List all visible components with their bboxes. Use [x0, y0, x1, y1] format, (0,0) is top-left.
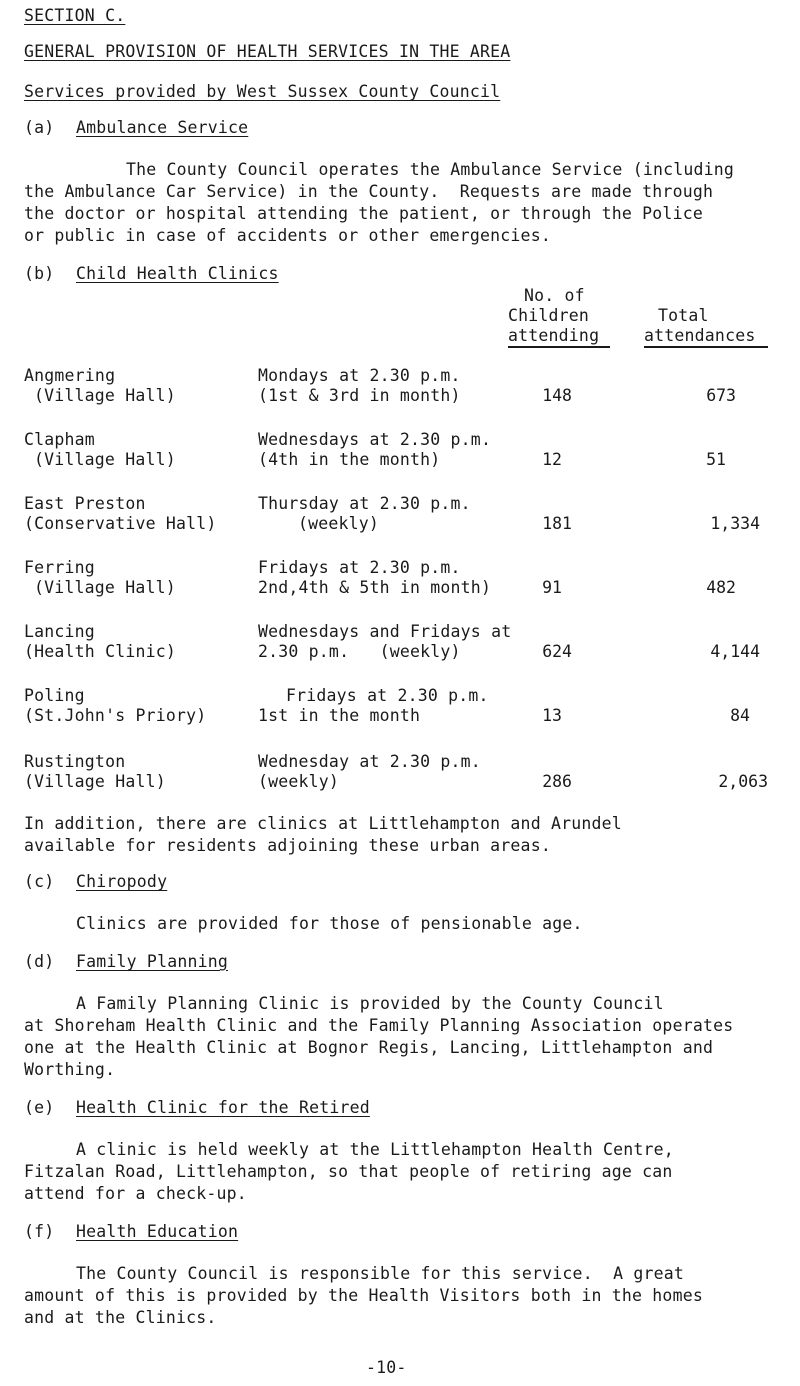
clinic-frequency: (weekly): [258, 772, 340, 791]
section-a-letter: (a): [24, 118, 55, 137]
clinic-frequency: 2nd,4th & 5th in month): [258, 578, 492, 597]
section-f-title: Health Education: [76, 1222, 239, 1241]
clinic-venue: (St.John's Priory): [24, 706, 207, 725]
children-count: 13: [542, 706, 562, 725]
column-header-total: attendances: [644, 326, 756, 345]
total-attendances: 673: [706, 386, 736, 405]
clinic-time: Wednesdays at 2.30 p.m.: [258, 430, 492, 449]
clinic-frequency: 1st in the month: [258, 706, 421, 725]
section-e-line: A clinic is held weekly at the Littlehampton Health Centre,: [76, 1140, 674, 1159]
clinic-time: Wednesdays and Fridays at: [258, 622, 512, 641]
section-d-line: one at the Health Clinic at Bognor Regis, Lancing, Littlehampton and: [24, 1038, 714, 1057]
children-count: 624: [542, 642, 572, 661]
column-header-rule: [508, 346, 610, 348]
section-a-line: the doctor or hospital attending the patient, or through the Police: [24, 204, 703, 223]
additional-clinics-line: In addition, there are clinics at Littlehampton and Arundel: [24, 814, 622, 833]
children-count: 148: [542, 386, 572, 405]
clinic-frequency: (weekly): [298, 514, 380, 533]
total-attendances: 84: [730, 706, 750, 725]
column-header-children: attending: [508, 326, 600, 345]
section-c-letter: (c): [24, 872, 55, 891]
section-e-line: Fitzalan Road, Littlehampton, so that people of retiring age can: [24, 1162, 673, 1181]
clinic-frequency: (1st & 3rd in month): [258, 386, 461, 405]
section-a-title: Ambulance Service: [76, 118, 249, 137]
clinic-time: Fridays at 2.30 p.m.: [286, 686, 489, 705]
clinic-place: Lancing: [24, 622, 95, 641]
clinic-venue: (Village Hall): [34, 450, 176, 469]
clinic-venue: (Conservative Hall): [24, 514, 217, 533]
clinic-venue: (Village Hall): [24, 772, 166, 791]
column-header-total: Total: [658, 306, 709, 325]
section-e-letter: (e): [24, 1098, 55, 1117]
additional-clinics-line: available for residents adjoining these urban areas.: [24, 836, 551, 855]
section-label: SECTION C.: [24, 6, 126, 25]
column-header-children: No. of: [524, 286, 585, 305]
clinic-frequency: 2.30 p.m. (weekly): [258, 642, 461, 661]
section-d-title: Family Planning: [76, 952, 229, 971]
clinic-place: East Preston: [24, 494, 146, 513]
section-d-line: A Family Planning Clinic is provided by the County Council: [76, 994, 664, 1013]
page-number: -10-: [366, 1358, 407, 1377]
clinic-place: Poling: [24, 686, 85, 705]
total-attendances: 482: [706, 578, 736, 597]
section-a-line: or public in case of accidents or other emergencies.: [24, 226, 551, 245]
section-e-line: attend for a check-up.: [24, 1184, 247, 1203]
children-count: 91: [542, 578, 562, 597]
total-attendances: 2,063: [718, 772, 768, 791]
section-a-line: the Ambulance Car Service) in the County. Requests are made through: [24, 182, 714, 201]
children-count: 286: [542, 772, 572, 791]
section-d-line: at Shoreham Health Clinic and the Family Planning Association operates: [24, 1016, 734, 1035]
clinic-frequency: (4th in the month): [258, 450, 441, 469]
clinic-place: Ferring: [24, 558, 95, 577]
section-d-line: Worthing.: [24, 1060, 116, 1079]
section-a-line: The County Council operates the Ambulance Service (including: [126, 160, 735, 179]
children-count: 181: [542, 514, 572, 533]
section-b-title: Child Health Clinics: [76, 264, 279, 283]
services-subheading: Services provided by West Sussex County Council: [24, 82, 501, 101]
clinic-venue: (Village Hall): [34, 386, 176, 405]
section-c-title: Chiropody: [76, 872, 168, 891]
clinic-time: Fridays at 2.30 p.m.: [258, 558, 461, 577]
clinic-place: Angmering: [24, 366, 116, 385]
column-header-rule: [644, 346, 768, 348]
children-count: 12: [542, 450, 562, 469]
total-attendances: 4,144: [710, 642, 760, 661]
clinic-place: Rustington: [24, 752, 126, 771]
clinic-place: Clapham: [24, 430, 95, 449]
section-c-text: Clinics are provided for those of pensionable age.: [76, 914, 583, 933]
total-attendances: 51: [706, 450, 726, 469]
clinic-time: Thursday at 2.30 p.m.: [258, 494, 471, 513]
main-heading: GENERAL PROVISION OF HEALTH SERVICES IN THE AREA: [24, 42, 511, 61]
clinic-time: Mondays at 2.30 p.m.: [258, 366, 461, 385]
section-b-letter: (b): [24, 264, 55, 283]
section-d-letter: (d): [24, 952, 55, 971]
section-f-line: amount of this is provided by the Health Visitors both in the homes: [24, 1286, 703, 1305]
clinic-venue: (Health Clinic): [24, 642, 177, 661]
column-header-children: Children: [508, 306, 590, 325]
section-f-line: The County Council is responsible for this service. A great: [76, 1264, 685, 1283]
section-e-title: Health Clinic for the Retired: [76, 1098, 370, 1117]
section-f-line: and at the Clinics.: [24, 1308, 217, 1327]
clinic-time: Wednesday at 2.30 p.m.: [258, 752, 481, 771]
total-attendances: 1,334: [710, 514, 760, 533]
section-f-letter: (f): [24, 1222, 55, 1241]
clinic-venue: (Village Hall): [34, 578, 176, 597]
